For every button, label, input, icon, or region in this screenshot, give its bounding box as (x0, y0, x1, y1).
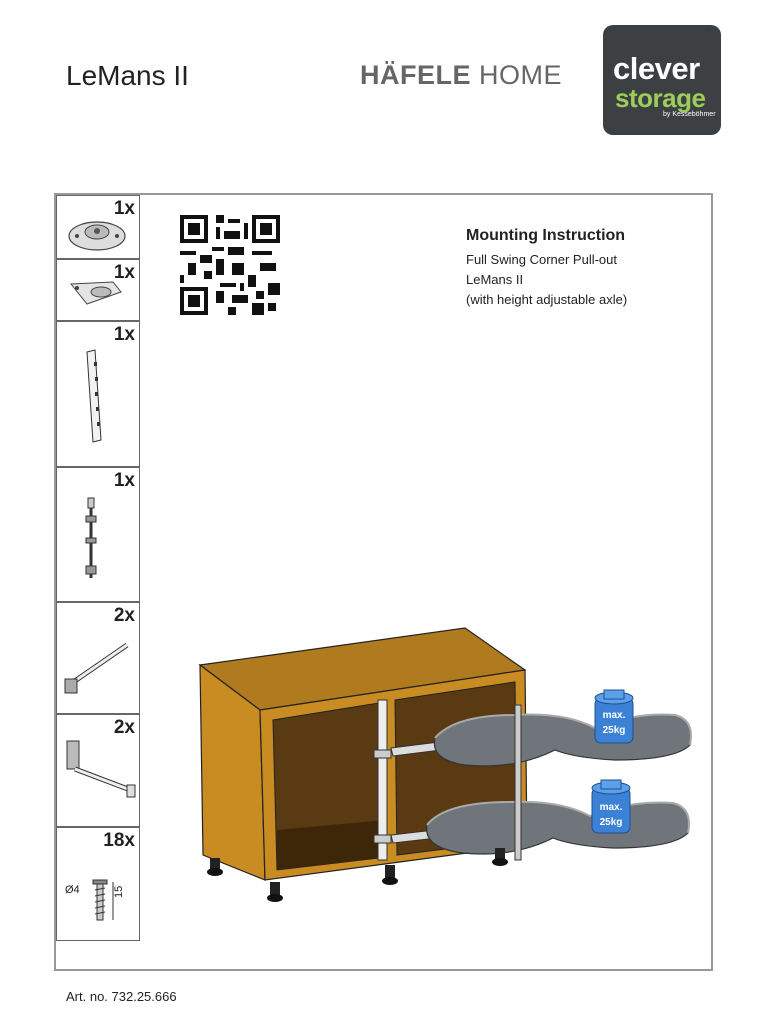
cabinet-foot (385, 865, 395, 879)
part-quantity: 2x (113, 717, 135, 738)
part-quantity: 1x (113, 198, 135, 219)
part-item (56, 827, 140, 941)
brand-light: HOME (479, 60, 563, 90)
part-item (56, 259, 140, 321)
part-item (56, 195, 140, 259)
lower-load-label: max. (599, 802, 623, 813)
instruction-line: (with height adjustable axle) (466, 292, 628, 307)
instruction-line: LeMans II (466, 272, 524, 287)
qr-code-icon (180, 215, 280, 315)
part-item (56, 321, 140, 467)
logo-word-storage: storage (615, 83, 706, 113)
part-item (56, 467, 140, 602)
part-quantity: 1x (113, 324, 135, 345)
instruction-title: Mounting Instruction (466, 227, 626, 244)
screw-diameter: Ø4 (65, 884, 80, 896)
lower-weight-icon (592, 780, 630, 833)
part-quantity: 1x (113, 262, 135, 283)
lower-shelf (427, 802, 689, 854)
clever-storage-logo (603, 25, 721, 135)
parts-list (56, 195, 140, 941)
logo-word-clever: clever (613, 51, 700, 86)
brand-bold: HÄFELE (360, 60, 471, 90)
part-item (56, 714, 140, 827)
upper-shelf (434, 715, 691, 766)
upper-load-value: 25kg (602, 725, 626, 736)
document-title: LeMans II (66, 60, 189, 91)
part-quantity: 2x (113, 605, 135, 626)
upper-load-label: max. (602, 710, 626, 721)
part-quantity: 18x (103, 830, 135, 851)
article-number: Art. no. 732.25.666 (66, 989, 177, 1004)
instruction-line: Full Swing Corner Pull-out (466, 252, 618, 267)
part-item (56, 602, 140, 714)
part-quantity: 1x (113, 470, 135, 491)
lower-load-value: 25kg (599, 817, 623, 828)
screw-length: 15 (113, 885, 125, 898)
hafele-home-logo (360, 60, 562, 91)
logo-subtitle: by Kesseböhmer (663, 111, 716, 118)
upper-weight-icon (595, 690, 633, 743)
cabinet-foot (270, 882, 280, 896)
product-illustration (195, 620, 705, 920)
